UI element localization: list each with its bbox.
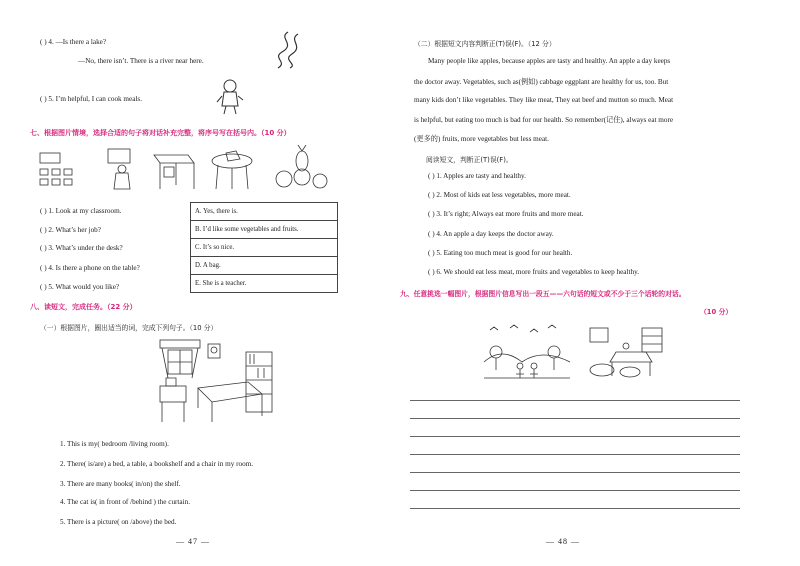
section7-picture-strip bbox=[36, 145, 336, 193]
passage-line-3: many kids don’t like vegetables. They like meat, They eat beef and mutton so much. Meat bbox=[414, 96, 674, 104]
page-number-right: — 48 — bbox=[546, 537, 580, 546]
classroom-icon bbox=[40, 153, 72, 185]
judge-item-6: ( ) 6. We should eat less meat, more fruits and vegetables to keep healthy. bbox=[428, 268, 639, 276]
judge-item-2: ( ) 2. Most of kids eat less vegetables, more meat. bbox=[428, 191, 571, 199]
option-a: A. Yes, there is. bbox=[191, 203, 338, 221]
part2-title: （二）根据短文内容判断正(T)误(F)。（12 分） bbox=[414, 40, 556, 48]
part1-item-5: 5. There is a picture( on /above) the bed. bbox=[60, 518, 177, 526]
table-phone-icon bbox=[212, 151, 252, 189]
s7-question-4: ( ) 4. Is there a phone on the table? bbox=[40, 264, 140, 272]
writing-line-6[interactable] bbox=[410, 490, 740, 491]
judge-item-4: ( ) 4. An apple a day keeps the doctor away. bbox=[428, 230, 554, 238]
judge-item-1: ( ) 1. Apples are tasty and healthy. bbox=[428, 172, 526, 180]
river-illustration bbox=[268, 30, 308, 70]
judge-item-3: ( ) 3. It’s right; Always eat more fruits and more meat. bbox=[428, 210, 584, 218]
option-d: D. A bag. bbox=[191, 257, 338, 275]
q5-line: ( ) 5. I’m helpful, I can cook meals. bbox=[40, 95, 142, 103]
part1-item-4: 4. The cat is( in front of /behind ) the curtain. bbox=[60, 498, 191, 506]
page-number-left: — 47 — bbox=[176, 537, 210, 546]
s7-question-3: ( ) 3. What’s under the desk? bbox=[40, 244, 123, 252]
section8-title: 八、读短文，完成任务。（22 分） bbox=[30, 303, 137, 311]
passage-line-4: is helpful, but eating too much is bad for our health. So remember(记住), always eat more bbox=[414, 116, 674, 124]
option-c: C. It’s so nice. bbox=[191, 239, 338, 257]
section7-title: 七、根据图片情境，选择合适的句子将对话补充完整，将序号写在括号内。（10 分） bbox=[30, 129, 291, 137]
s7-question-2: ( ) 2. What’s her job? bbox=[40, 226, 101, 234]
s7-question-1: ( ) 1. Look at my classroom. bbox=[40, 207, 122, 215]
right-page bbox=[400, 0, 800, 566]
judge-title: 阅读短文，判断正(T)误(F)。 bbox=[426, 156, 513, 164]
judge-item-5: ( ) 5. Eating too much meat is good for our health. bbox=[428, 249, 573, 257]
bedroom-illustration bbox=[158, 338, 278, 426]
park-picture-illustration bbox=[482, 322, 572, 382]
passage-line-2: the doctor away. Vegetables, such as(例如) cabbage eggplant are healthy for us, too. But bbox=[414, 78, 669, 86]
food-icon bbox=[276, 145, 327, 188]
section9-title: 九、任意挑选一幅图片，根据图片信息写出一段五——六句话的短文或不少于三个话轮的对话。 bbox=[400, 290, 686, 298]
passage-line-5: (更多的) fruits, more vegetables but less meat. bbox=[414, 135, 549, 143]
part1-title: （一）根据图片，圈出适当的词，完成下列句子。（10 分） bbox=[40, 324, 218, 332]
writing-line-3[interactable] bbox=[410, 436, 740, 437]
option-b: B. I’d like some vegetables and fruits. bbox=[191, 221, 338, 239]
writing-line-7[interactable] bbox=[410, 508, 740, 509]
q4-line: ( ) 4. —Is there a lake? bbox=[40, 38, 107, 46]
s7-options-table bbox=[190, 202, 338, 293]
writing-line-5[interactable] bbox=[410, 472, 740, 473]
s7-question-5: ( ) 5. What would you like? bbox=[40, 283, 120, 291]
option-e: E. She is a teacher. bbox=[191, 275, 338, 293]
teacher-icon bbox=[108, 149, 130, 189]
part1-item-3: 3. There are many books( in/on) the shelf. bbox=[60, 480, 181, 488]
writing-line-2[interactable] bbox=[410, 418, 740, 419]
writing-line-4[interactable] bbox=[410, 454, 740, 455]
room-picture-illustration bbox=[586, 322, 668, 382]
desk-icon bbox=[154, 155, 194, 189]
passage-line-1: Many people like apples, because apples are tasty and healthy. An apple a day keeps bbox=[428, 57, 671, 65]
part1-item-1: 1. This is my( bedroom /living room). bbox=[60, 440, 169, 448]
cooking-boy-illustration bbox=[216, 78, 244, 116]
q4-answer-line: —No, there isn’t. There is a river near here. bbox=[78, 57, 204, 65]
section9-score: （10 分） bbox=[700, 308, 733, 316]
writing-line-1[interactable] bbox=[410, 400, 740, 401]
part1-item-2: 2. There( is/are) a bed, a table, a bookshelf and a chair in my room. bbox=[60, 460, 254, 468]
